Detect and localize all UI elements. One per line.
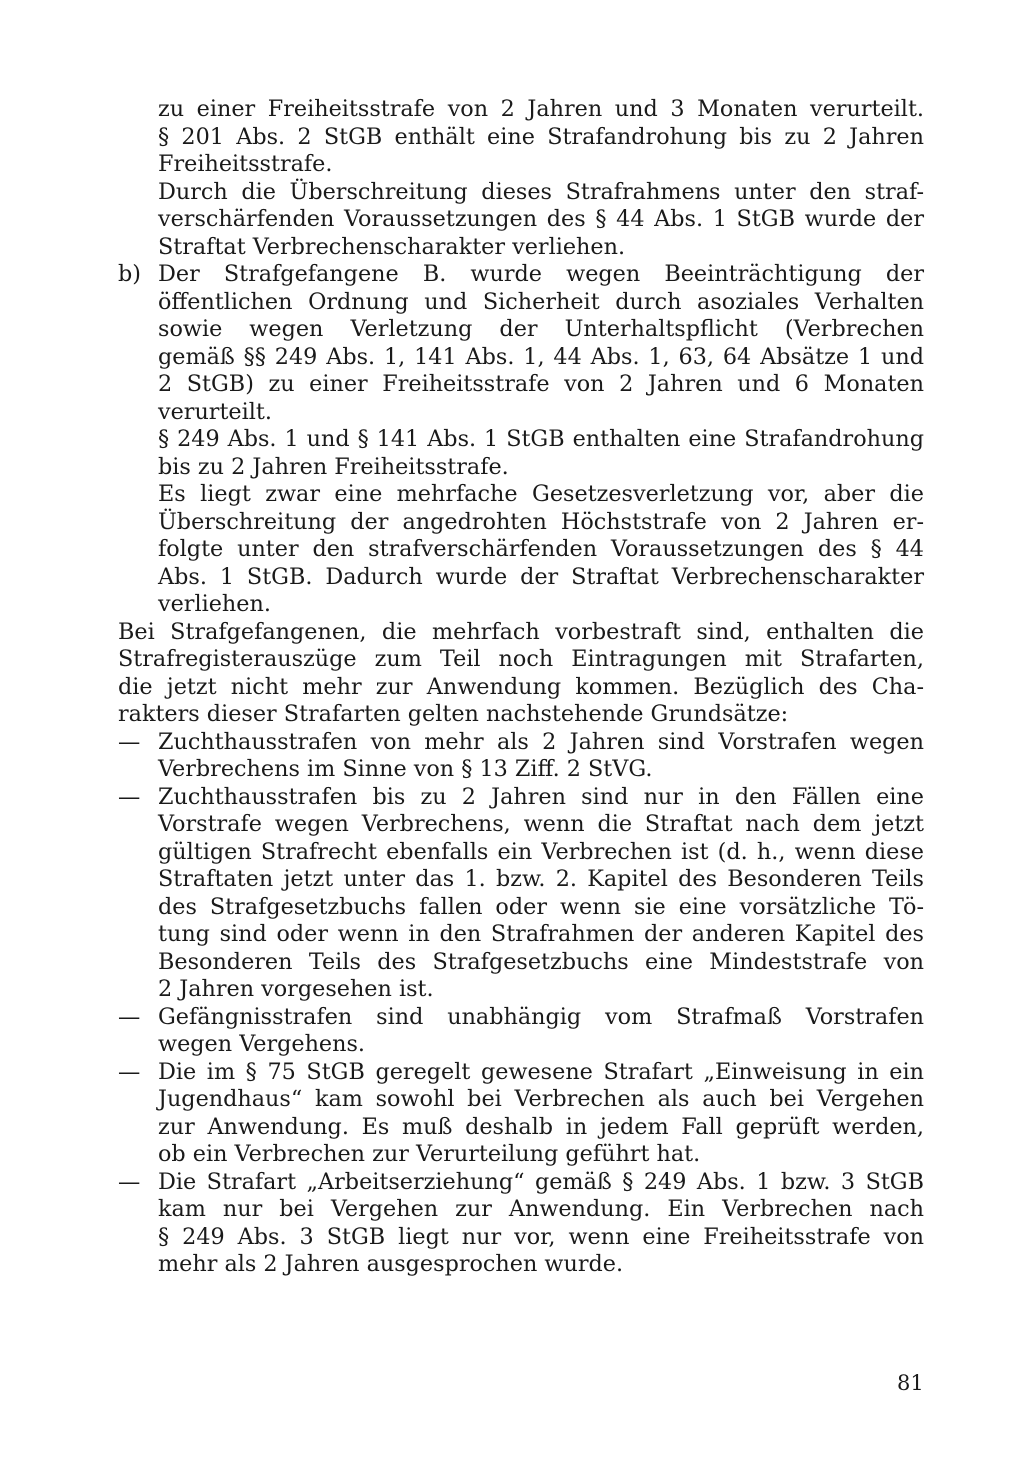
text-line: ob ein Verbrechen zur Verurteilung geführt hat. <box>158 1141 701 1167</box>
list-item <box>118 1059 924 1169</box>
text-line: Die im § 75 StGB geregelt gewesene Strafart „Einweisung in ein <box>158 1058 924 1085</box>
text-line: des Strafgesetzbuchs fallen oder wenn sie eine vorsätzliche Tö- <box>158 893 924 920</box>
list-marker: — <box>118 728 141 755</box>
list-item <box>118 1004 924 1059</box>
text-line: Straftaten jetzt unter das 1. bzw. 2. Kapitel des Besonderen Teils <box>158 866 924 892</box>
text-line: verschärfenden Voraussetzungen des § 44 Abs. 1 StGB wurde der <box>158 206 924 232</box>
text-line: § 201 Abs. 2 StGB enthält eine Strafandrohung bis zu 2 Jahren <box>158 123 924 150</box>
text-line: wegen Vergehens. <box>158 1031 366 1057</box>
paragraph <box>118 481 924 619</box>
text-line: Zuchthausstrafen von mehr als 2 Jahren sind Vorstrafen wegen <box>158 728 924 755</box>
text-line: 2 Jahren vorgesehen ist. <box>158 976 434 1002</box>
text-line: öffentlichen Ordnung und Sicherheit durch asoziales Verhalten <box>158 288 924 315</box>
list-marker: — <box>118 1003 141 1030</box>
paragraph <box>118 426 924 481</box>
list-marker: b) <box>118 261 141 287</box>
text-line: gültigen Strafrecht ebenfalls ein Verbrechen ist (d. h., wenn diese <box>158 838 924 865</box>
text-line: Gefängnisstrafen sind unabhängig vom Strafmaß Vorstrafen <box>158 1003 924 1030</box>
text-line: verliehen. <box>158 591 271 617</box>
text-line: § 249 Abs. 3 StGB liegt nur vor, wenn eine Freiheitsstrafe von <box>158 1223 924 1250</box>
text-line: Verbrechens im Sinne von § 13 Ziff. 2 StVG. <box>158 756 653 782</box>
text-line: Strafregisterauszüge zum Teil noch Eintragungen mit Strafarten, <box>118 646 924 672</box>
page-number: 81 <box>897 1371 924 1395</box>
text-line: gemäß §§ 249 Abs. 1, 141 Abs. 1, 44 Abs. 1, 63, 64 Absätze 1 und <box>158 343 924 370</box>
text-line: verurteilt. <box>158 398 272 425</box>
text-line: Durch die Überschreitung dieses Strafrahmens unter den straf- <box>158 178 924 205</box>
text-line: bis zu 2 Jahren Freiheitsstrafe. <box>158 453 509 480</box>
text-line: Zuchthausstrafen bis zu 2 Jahren sind nur in den Fällen eine <box>158 783 924 810</box>
text-line: § 249 Abs. 1 und § 141 Abs. 1 StGB enthalten eine Strafandrohung <box>158 426 924 452</box>
text-line: 2 StGB) zu einer Freiheitsstrafe von 2 Jahren und 6 Monaten <box>158 371 924 397</box>
text-line: die jetzt nicht mehr zur Anwendung kommen. Bezüglich des Cha- <box>118 673 924 700</box>
list-item <box>118 729 924 784</box>
list-marker: — <box>118 1058 141 1085</box>
text-line: zu einer Freiheitsstrafe von 2 Jahren und 3 Monaten verurteilt. <box>158 96 924 122</box>
list-marker: — <box>118 1168 141 1195</box>
text-line: Der Strafgefangene B. wurde wegen Beeinträchtigung der <box>158 261 924 287</box>
text-line: Überschreitung der angedrohten Höchststrafe von 2 Jahren er- <box>158 508 924 535</box>
text-line: Freiheitsstrafe. <box>158 151 333 177</box>
text-line: Vorstrafe wegen Verbrechens, wenn die Straftat nach dem jetzt <box>158 811 924 837</box>
text-line: rakters dieser Strafarten gelten nachstehende Grundsätze: <box>118 701 789 727</box>
text-line: kam nur bei Vergehen zur Anwendung. Ein Verbrechen nach <box>158 1196 924 1222</box>
text-line: Bei Strafgefangenen, die mehrfach vorbestraft sind, enthalten die <box>118 618 924 645</box>
text-line: Abs. 1 StGB. Dadurch wurde der Straftat Verbrechenscharakter <box>158 563 924 590</box>
list-marker: — <box>118 783 141 810</box>
text-line: tung sind oder wenn in den Strafrahmen der anderen Kapitel des <box>158 921 924 947</box>
list-item <box>118 261 924 426</box>
list-item <box>118 784 924 1004</box>
paragraph <box>118 96 924 179</box>
text-line: Die Strafart „Arbeitserziehung“ gemäß § 249 Abs. 1 bzw. 3 StGB <box>158 1168 924 1195</box>
list-item <box>118 1169 924 1279</box>
body-text <box>118 96 924 1279</box>
text-line: zur Anwendung. Es muß deshalb in jedem Fall geprüft werden, <box>158 1113 924 1140</box>
text-line: Straftat Verbrechenscharakter verliehen. <box>158 233 626 260</box>
text-line: mehr als 2 Jahren ausgesprochen wurde. <box>158 1251 624 1277</box>
text-line: sowie wegen Verletzung der Unterhaltspflicht (Verbrechen <box>158 316 924 342</box>
text-line: Besonderen Teils des Strafgesetzbuchs eine Mindeststrafe von <box>158 948 924 975</box>
paragraph <box>118 179 924 262</box>
text-line: folgte unter den strafverschärfenden Voraussetzungen des § 44 <box>158 536 924 562</box>
text-line: Es liegt zwar eine mehrfache Gesetzesverletzung vor, aber die <box>158 481 924 507</box>
text-line: Jugendhaus“ kam sowohl bei Verbrechen als auch bei Vergehen <box>158 1086 924 1112</box>
paragraph <box>118 619 924 729</box>
